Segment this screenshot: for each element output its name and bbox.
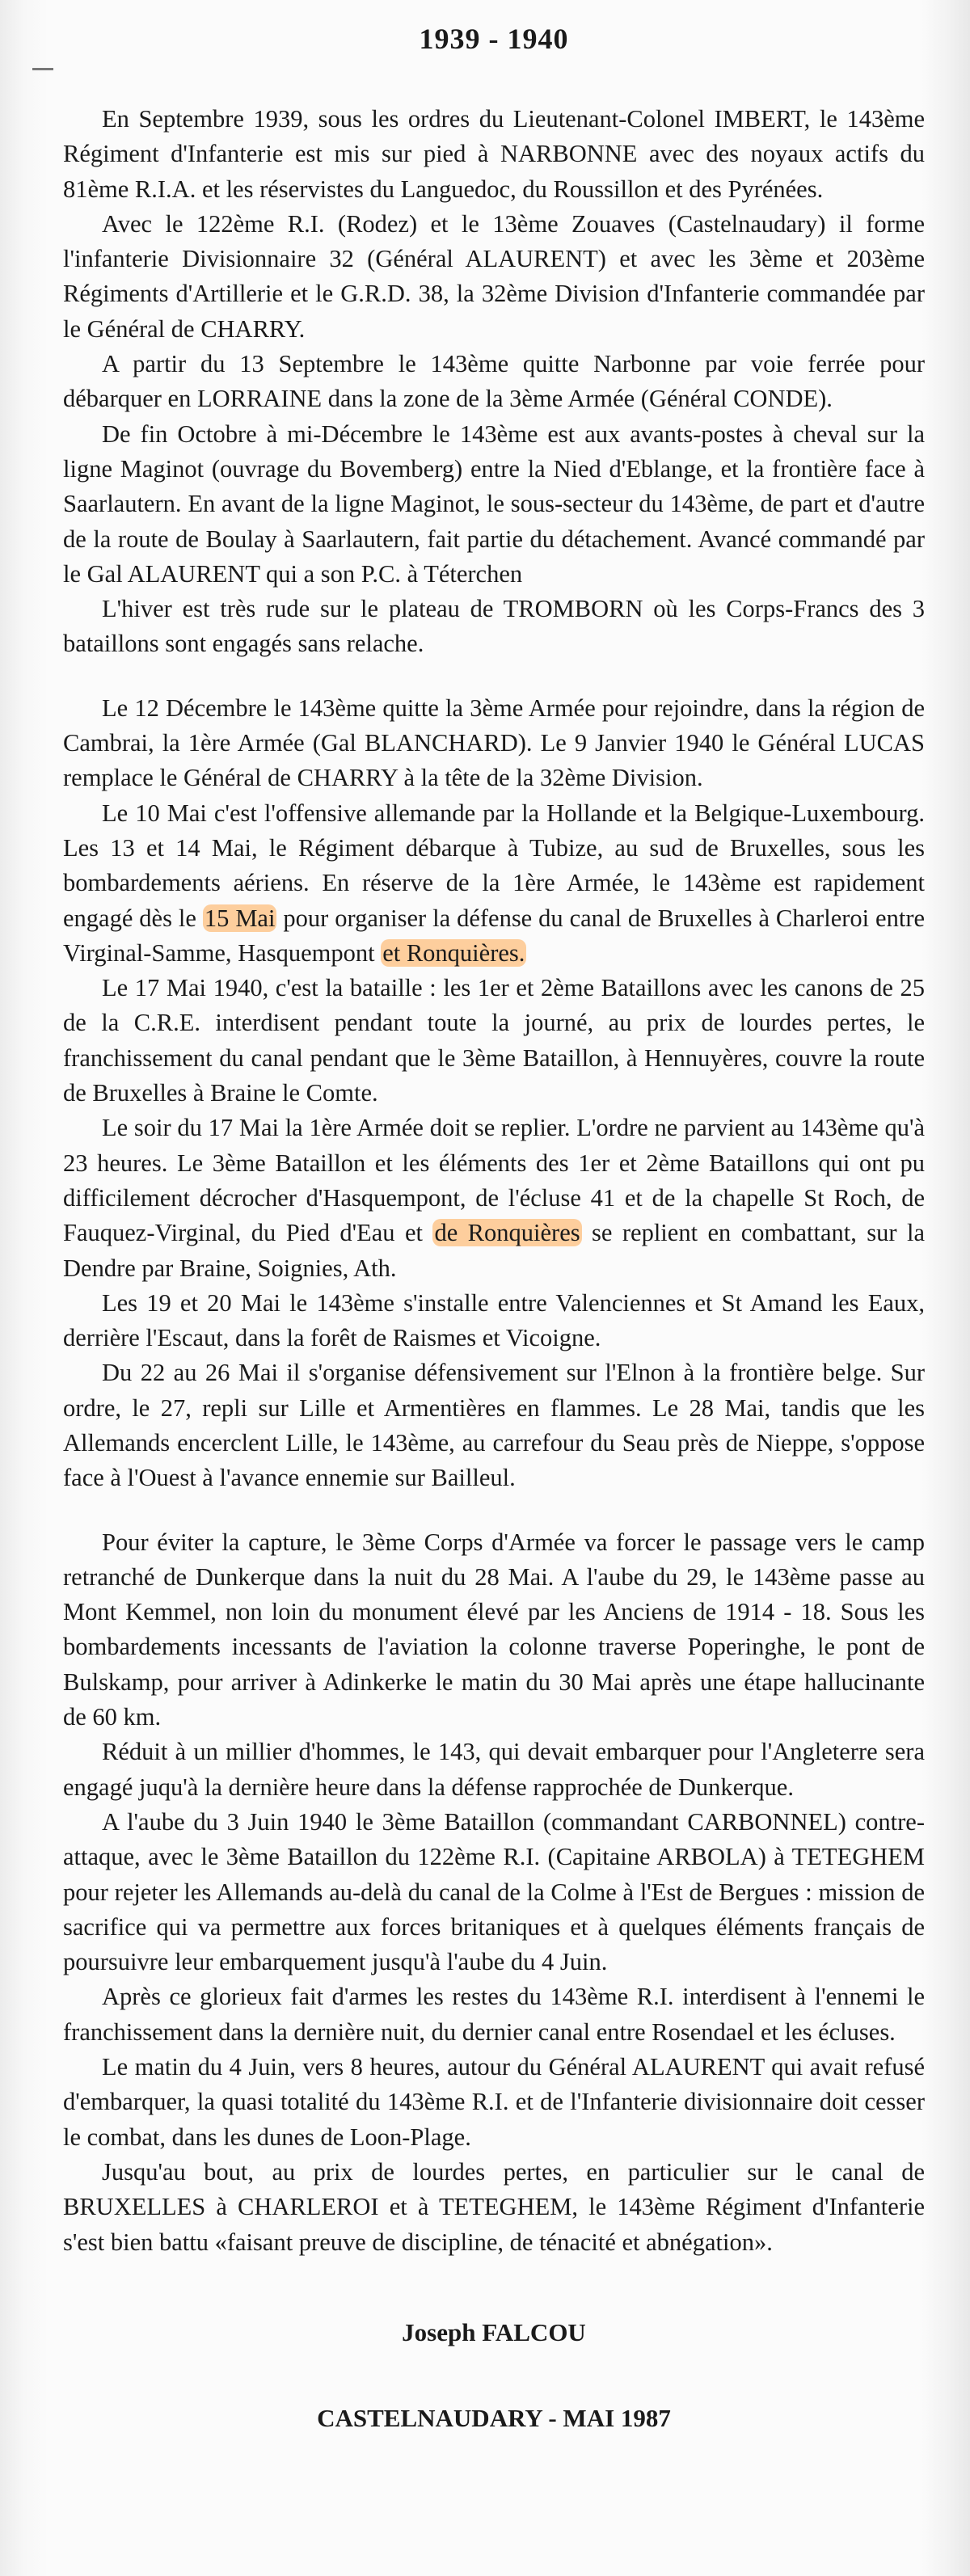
repli-text-1: Le soir du 17 Mai la 1ère Armée doit se replier. L'ordre ne parvient au 143ème qu'à 23 heures. Le 3ème Bataillon et les éléments des 1er et 2ème Bataillons qui ont pu difficilement décrocher d'Hasquempont, de l'écluse 41 et de la chapelle St Roch, de Fauquez-Virginal, du Pied d'Eau et bbox=[63, 1114, 925, 1247]
repli-text-2: se replient en combattant, sur la Dendre par Braine, Soignies, Ath. bbox=[63, 1219, 925, 1282]
place-date: CASTELNAUDARY - MAI 1987 bbox=[317, 2403, 671, 2432]
paragraph-dunkerque: Pour éviter la capture, le 3ème Corps d'Armée va forcer le passage vers le camp retranché de Dunkerque dans la nuit du 28 Mai. A l'aube du 29, le 143ème passe au Mont Kemmel, non loin du monument élevé par les Anciens de 1914 - 18. Sous les bombardements incessants de l'aviation la colonne traverse Poperinghe, le pont de Bulskamp, pour arriver à Adinkerke le matin du 30 Mai après une étape hallucinante de 60 km. bbox=[63, 1528, 925, 1731]
paragraph-derniere-nuit: Après ce glorieux fait d'armes les restes du 143ème R.I. interdisent à l'ennemi le franchissement dans la dernière nuit, du dernier canal entre Rosendael et les écluses. bbox=[63, 1983, 925, 2046]
author-signature: Joseph FALCOU bbox=[402, 2317, 586, 2346]
paragraph-escaut: Les 19 et 20 Mai le 143ème s'installe entre Valenciennes et St Amand les Eaux, derrière l'Escaut, dans la forêt de Raismes et Vicoigne. bbox=[63, 1288, 925, 1352]
paragraph-offensive bbox=[63, 796, 925, 971]
paragraph-lorraine: A partir du 13 Septembre le 143ème quitte Narbonne par voie ferrée pour débarquer en LORRAINE dans la zone de la 3ème Armée (Général CONDE). bbox=[63, 350, 925, 413]
paragraph-hiver: L'hiver est très rude sur le plateau de TROMBORN où les Corps-Francs des 3 bataillons sont engagés sans relache. bbox=[63, 595, 925, 658]
margin-mark bbox=[32, 68, 53, 70]
document-title: 1939 - 1940 bbox=[419, 23, 569, 55]
paragraph-loon-plage: Le matin du 4 Juin, vers 8 heures, autour du Général ALAURENT qui avait refusé d'embarquer, la quasi totalité du 143ème R.I. et de l'Infanterie divisionnaire doit cesser le combat, dans les dunes de Loon-Plage. bbox=[63, 2053, 925, 2151]
paragraph-mobilisation: En Septembre 1939, sous les ordres du Lieutenant-Colonel IMBERT, le 143ème Régiment d'Infanterie est mis sur pied à NARBONNE avec des noyaux actifs du 81ème R.I.A. et les réservistes du Languedoc, du Roussillon et des Pyrénées. bbox=[63, 105, 925, 203]
paragraph-conclusion: Jusqu'au bout, au prix de lourdes pertes, en particulier sur le canal de BRUXELLES à CHARLEROI et à TETEGHEM, le 143ème Régiment d'Infanterie s'est bien battu «faisant preuve de discipline, de ténacité et abnégation». bbox=[63, 2157, 925, 2256]
paragraph-teteghem: A l'aube du 3 Juin 1940 le 3ème Bataillon (commandant CARBONNEL) contre-attaque, avec le 3ème Bataillon du 122ème R.I. (Capitaine ARBOLA) à TETEGHEM pour rejeter les Allemands au-delà du canal de la Colme à l'Est de Bergues : mission de sacrifice qui va permettre aux forces britaniques et à quelques éléments français de poursuivre leur embarquement jusqu'à l'aube du 4 Juin. bbox=[63, 1807, 925, 1976]
highlight-ronquieres: et Ronquières. bbox=[382, 938, 525, 967]
highlight-de-ronquieres: de Ronquières bbox=[434, 1219, 580, 1247]
highlight-15-mai: 15 Mai bbox=[204, 904, 276, 932]
offensive-text-1: Le 10 Mai c'est l'offensive allemande par la Hollande et la Belgique-Luxembourg. Les 13 et 14 Mai, le Régiment débarque à Tubize, au sud de Bruxelles, sous les bombardements aériens. En réserve de la 1ère Armée, le 143ème est rapidement engagé dès le bbox=[63, 799, 925, 932]
document-body bbox=[63, 23, 925, 2435]
paragraph-defense: Réduit à un millier d'hommes, le 143, qui devait embarquer pour l'Angleterre sera engagé juqu'à la dernière heure dans la défense rapprochée de Dunkerque. bbox=[63, 1738, 925, 1801]
paragraph-elnon: Du 22 au 26 Mai il s'organise défensivement sur l'Elnon à la frontière belge. Sur ordre, le 27, repli sur Lille et Armentières en flammes. Le 28 Mai, tandis que les Allemands encerclent Lille, le 143ème, au carrefour du Seau près de Nieppe, s'oppose face à l'Ouest à l'avance ennemie sur Bailleul. bbox=[63, 1359, 925, 1492]
paragraph-bataille: Le 17 Mai 1940, c'est la bataille : les 1er et 2ème Bataillons avec les canons de 25 de la C.R.E. interdisent pendant toute la journé, au prix de lourdes pertes, le franchissement du canal pendant que le 3ème Bataillon, à Hennuyères, couvre la route de Bruxelles à Braine le Comte. bbox=[63, 974, 925, 1107]
paragraph-maginot: De fin Octobre à mi-Décembre le 143ème est aux avants-postes à cheval sur la ligne Maginot (ouvrage du Bovemberg) entre la Nied d'Eblange, et la frontière face à Saarlautern. En avant de la ligne Maginot, le sous-secteur du 143ème, de part et d'autre de la route de Boulay à Saarlautern, fait partie du détachement. Avancé commandé par le Gal ALAURENT qui a son P.C. à Téterchen bbox=[63, 419, 925, 588]
paragraph-division: Avec le 122ème R.I. (Rodez) et le 13ème Zouaves (Castelnaudary) il forme l'infanterie Divisionnaire 32 (Général ALAURENT) et avec les 3ème et 203ème Régiments d'Artillerie et le G.R.D. 38, la 32ème Division d'Infanterie commandée par le Général de CHARRY. bbox=[63, 209, 925, 343]
offensive-text-2: pour organiser la défense du canal de Bruxelles à Charleroi entre Virginal-Samme, Hasquempont bbox=[63, 904, 926, 967]
paragraph-cambrai: Le 12 Décembre le 143ème quitte la 3ème Armée pour rejoindre, dans la région de Cambrai, la 1ère Armée (Gal BLANCHARD). Le 9 Janvier 1940 le Général LUCAS remplace le Général de CHARRY à la tête de la 32ème Division. bbox=[63, 694, 925, 792]
paragraph-repli bbox=[63, 1111, 925, 1285]
